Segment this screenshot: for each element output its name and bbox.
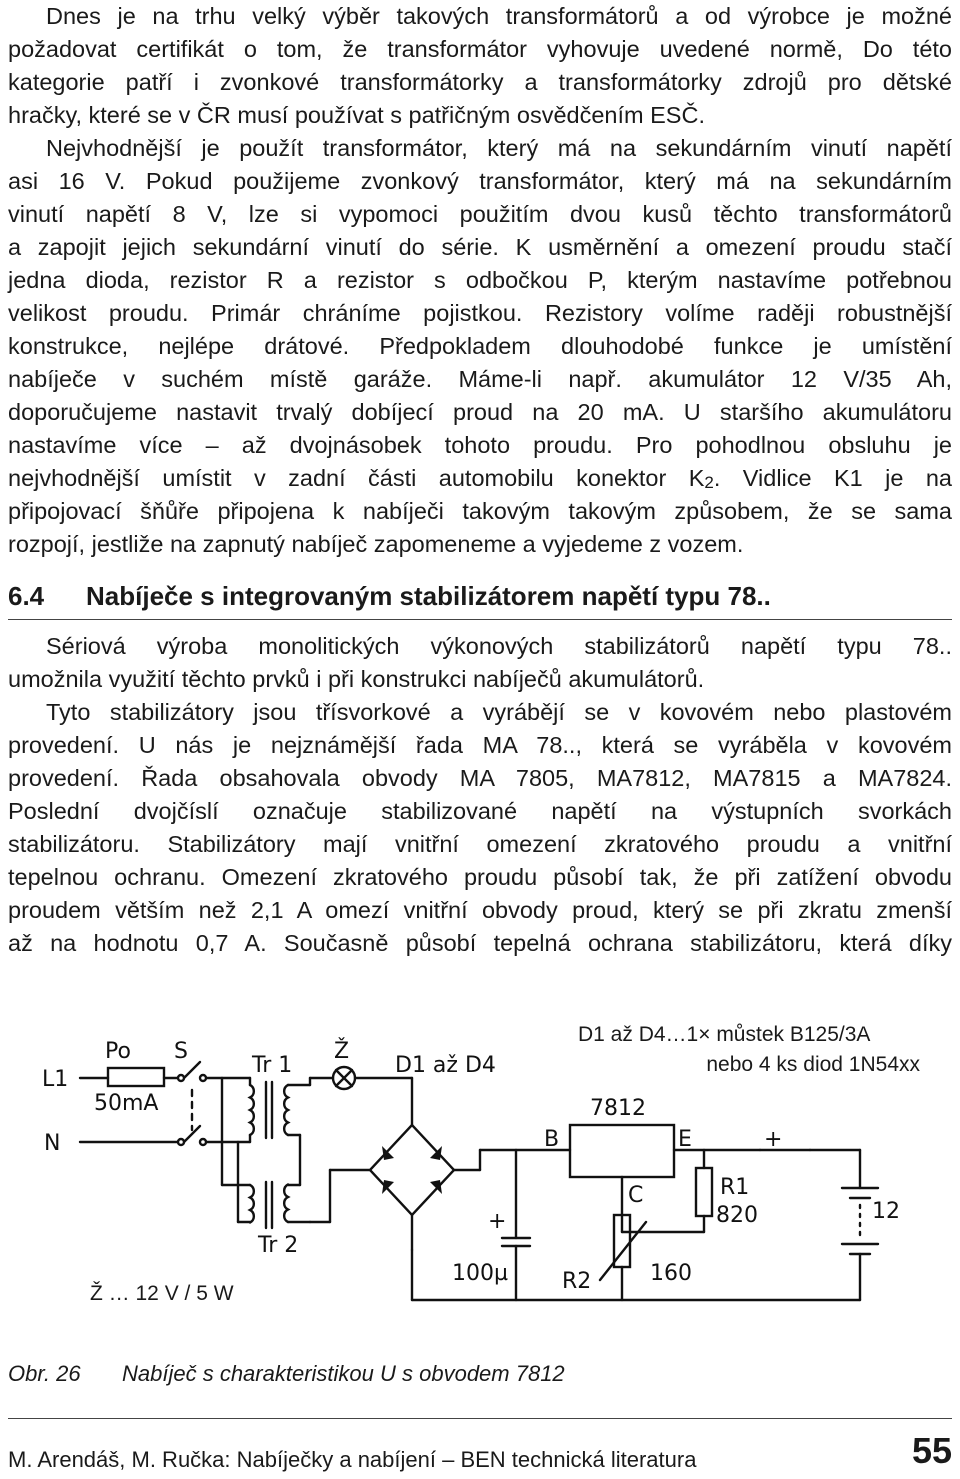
label-L1: L1 [42, 1067, 69, 1092]
diode-mark [430, 1146, 442, 1160]
heading-divider [8, 619, 952, 620]
label-battery: 12 [872, 1199, 900, 1224]
text-line: asi 16 V. Pokud použijeme zvonkový transformátor, který má na sekundárním [8, 168, 952, 194]
text-line: Dnes je na trhu velký výběr takových transformátorů a od výrobce je možné [46, 3, 952, 29]
text-line: umožnila využití těchto prvků i při konstrukci nabíječů akumulátorů. [8, 666, 705, 692]
label-Z: Ž [334, 1039, 350, 1064]
label-cap: 100µ [452, 1261, 508, 1286]
label-C: C [628, 1183, 644, 1208]
label-R2-value: 160 [650, 1261, 692, 1286]
fuse-symbol [108, 1068, 164, 1086]
text-line: kategorie patří i zvonkové transformátorky a transformátorky zdrojů pro dětské [8, 69, 952, 95]
regulator-7812 [570, 1125, 674, 1177]
konektor-subscript: 2 [704, 473, 714, 492]
label-out-plus: + [764, 1127, 783, 1152]
text-line: proudem větším než 2,1 A omezí vnitřní obvody proud, který se při zkratu zmenší [8, 897, 952, 923]
text-line: požadovat certifikát o tom, že transformátor vyhovuje uvedené normě, Do této [8, 36, 952, 62]
bridge-rectifier [370, 1125, 454, 1215]
text-line-konektor [8, 462, 952, 495]
text-line: velikost proudu. Primár chráníme pojistkou. Rezistory volíme raději robustnější [8, 300, 952, 326]
text-line: provedení. Řada obsahovala obvody MA 7805, MA7812, MA7815 a MA7824. [8, 765, 952, 791]
figure-note-bridge: D1 až D4…1× můstek B125/3A [578, 1023, 871, 1046]
footer-text: M. Arendáš, M. Ručka: Nabíječky a nabíjení – BEN technická literatura [8, 1447, 697, 1472]
circuit-schematic [30, 1020, 950, 1330]
text-line: a zapojit jejich sekundární vinutí do série. K usměrnění a omezení proudu stačí [8, 234, 952, 260]
label-Tr1: Tr 1 [252, 1053, 293, 1078]
section-title: Nabíječe s integrovaným stabilizátorem napětí typu 78.. [86, 581, 771, 611]
label-Tr2: Tr 2 [258, 1233, 299, 1258]
text-line: rozpojí, jestliže na zapnutý nabíječ zapomeneme a vyjedeme z vozem. [8, 531, 744, 557]
text-line: vinutí napětí 8 V, lze si vypomoci použitím dvou kusů těchto transformátorů [8, 201, 952, 227]
label-ic: 7812 [590, 1096, 646, 1121]
diode-mark [430, 1180, 442, 1194]
text-line: nastavíme více – až dvojnásobek tohoto proudu. Pro pohodlnou obsluhu je [8, 432, 952, 458]
label-R1: R1 [720, 1175, 750, 1200]
figure-caption [8, 1361, 565, 1387]
label-B: B [544, 1127, 560, 1152]
text-line: připojovací šňůře připojena k nabíječi takovým takovým způsobem, že se sama [8, 498, 952, 524]
text-line: doporučujeme nastavit trvalý dobíjecí proud na 20 mA. U staršího akumulátoru [8, 399, 952, 425]
text-line: až na hodnotu 0,7 A. Současně působí tepelná ochrana stabilizátoru, která díky [8, 930, 952, 956]
label-S: S [174, 1039, 188, 1064]
text-line: Nejvhodnější je použít transformátor, který má na sekundárním vinutí napětí [46, 135, 952, 161]
text-line: jedna dioda, rezistor R a rezistor s odbočkou P, kterým nastavíme potřebnou [8, 267, 952, 293]
figure-note-lamp: Ž … 12 V / 5 W [90, 1282, 234, 1305]
page-number: 55 [911, 1430, 952, 1471]
resistor-r1 [696, 1168, 712, 1216]
diode-mark [382, 1146, 394, 1160]
label-fuse: 50mA [94, 1091, 159, 1116]
text-line: Tyto stabilizátory jsou třísvorkové a vyrábějí se v kovovém nebo plastovém [46, 699, 952, 725]
figure-number: Obr. 26 [8, 1361, 81, 1386]
section-heading [8, 581, 952, 612]
text-line: stabilizátoru. Stabilizátory mají vnitřní omezení zkratového proudu a vnitřní [8, 831, 952, 857]
section-number: 6.4 [8, 581, 45, 611]
diode-mark [382, 1180, 394, 1194]
label-R1-value: 820 [716, 1203, 758, 1228]
label-cap-plus: + [488, 1209, 507, 1234]
konektor-rest: . Vidlice K1 je na [713, 465, 952, 491]
paragraph-intro [8, 0, 952, 561]
label-D1D4: D1 až D4 [395, 1053, 496, 1078]
figure-caption-text: Nabíječ s charakteristikou U s obvodem 7812 [122, 1361, 565, 1386]
text-line: Poslední dvojčíslí označuje stabilizované napětí na výstupních svorkách [8, 798, 952, 824]
text-line: konstrukce, nejlépe drátové. Předpokladem dlouhodobé funkce je umístění [8, 333, 952, 359]
konektor-text: nejvhodnější umístit v zadní části automobilu konektor K [8, 465, 705, 491]
text-line: nabíječe v suchém místě garáže. Máme-li např. akumulátor 12 V/35 Ah, [8, 366, 952, 392]
label-N: N [44, 1131, 61, 1156]
footer-divider [8, 1418, 952, 1419]
label-Po: Po [105, 1039, 131, 1064]
label-R2: R2 [562, 1269, 592, 1294]
text-line: provedení. U nás je nejznámější řada MA 78.., která se vyráběla v kovovém [8, 732, 952, 758]
label-E: E [678, 1127, 692, 1152]
text-line: Sériová výroba monolitických výkonových stabilizátorů napětí typu 78.. [46, 633, 952, 659]
figure-note-diodes: nebo 4 ks diod 1N54xx [706, 1053, 920, 1076]
text-line: hračky, které se v ČR musí používat s patřičným osvědčením ESČ. [8, 102, 705, 128]
text-line: tepelnou ochranu. Omezení zkratového proudu působí tak, že při zatížení obvodu [8, 864, 952, 890]
paragraph-section [8, 630, 952, 960]
